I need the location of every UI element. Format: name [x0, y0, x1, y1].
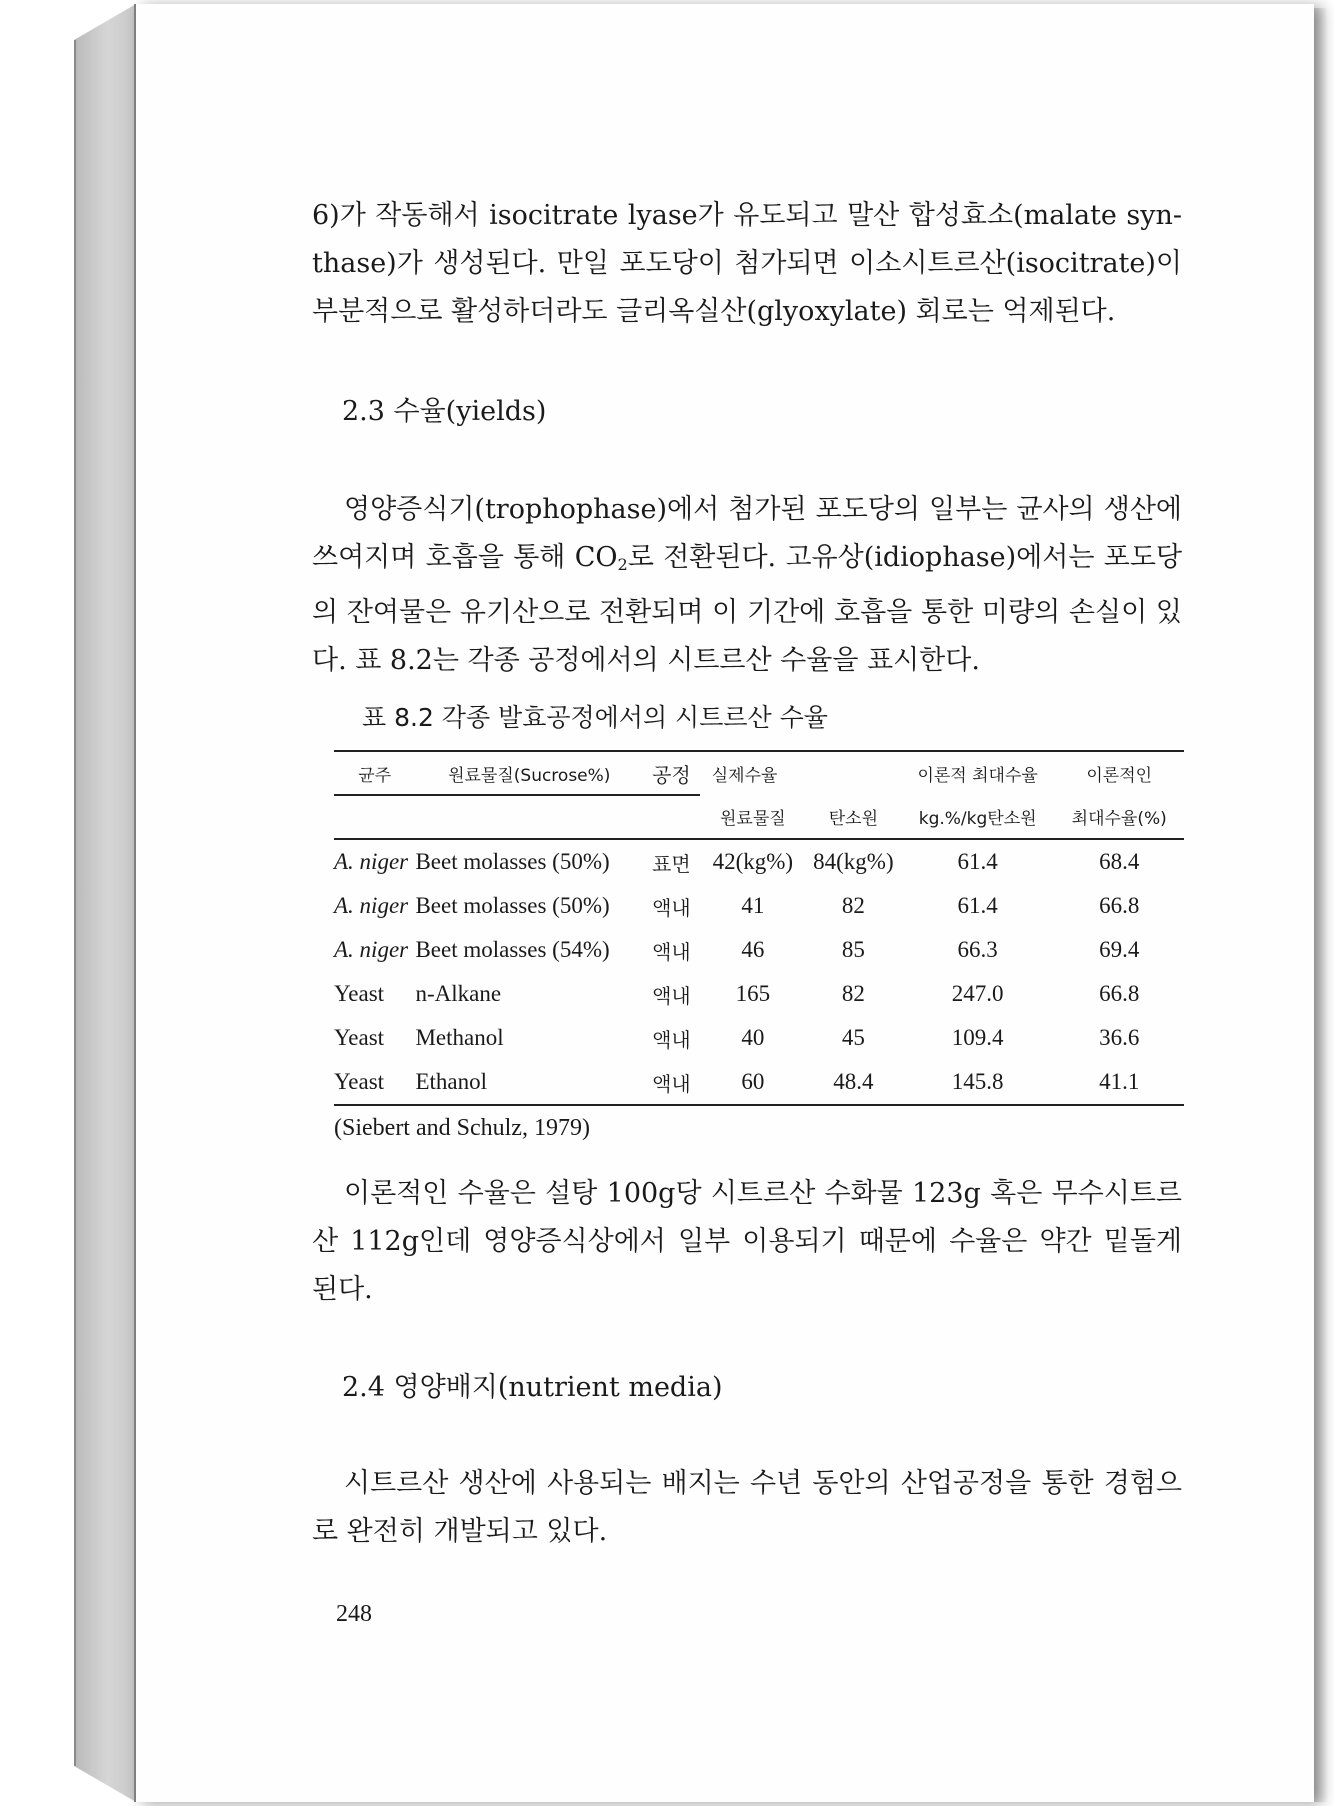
- cell-raw: 165: [735, 981, 771, 1006]
- cell-max: 36.6: [1099, 1025, 1140, 1050]
- subheader-blank-3: [643, 795, 700, 839]
- cell-theoretical: 61.4: [957, 849, 998, 874]
- cell-theoretical: 109.4: [951, 1025, 1004, 1050]
- book-spine: [74, 4, 136, 1802]
- cell-max: 68.4: [1099, 849, 1140, 874]
- cell-theoretical: 247.0: [951, 981, 1004, 1006]
- cell-process: 액내: [652, 895, 691, 920]
- table-row: [334, 972, 1184, 1016]
- cell-max: 66.8: [1099, 893, 1140, 918]
- cell-raw: 41: [741, 893, 765, 918]
- header-theoretical: 이론적인: [1054, 751, 1184, 795]
- cell-substrate: Methanol: [415, 1025, 504, 1050]
- paragraph-theoretical-yield: 이론적인 수율은 설탕 100g당 시트르산 수화물 123g 혹은 무수시트르산 112g인데 영양증식상에서 일부 이용되기 때문에 수율은 약간 밑돌게 된다.: [312, 1178, 1182, 1305]
- cell-raw: 60: [700, 1060, 806, 1105]
- cell-theoretical: 66.3: [957, 937, 998, 962]
- table-caption: 표 8.2 각종 발효공정에서의 시트르산 수율: [362, 703, 828, 732]
- cell-substrate: Beet molasses (54%): [415, 937, 610, 962]
- paragraph-glyoxylate: 6)가 작동해서 isocitrate lyase가 유도되고 말산 합성효소(malate syn-thase)가 생성된다. 만일 포도당이 첨가되면 이소시트르산(isocitrate)이 부분적으로 활성하더라도 글리옥실산(glyoxylate) 회로는 억제된다.: [312, 200, 1182, 327]
- table-row: [334, 1060, 1184, 1105]
- table-header-row: [334, 751, 1184, 795]
- cell-theoretical: 61.4: [957, 893, 998, 918]
- cell-theoretical: 145.8: [901, 1060, 1055, 1105]
- paragraph-trophophase-part1: 영양증식기(trophophase)에서 첨가된 포도당의 일부는 균사의 생산에 쓰여지며 호흡을 통해 CO: [312, 494, 1182, 573]
- page-number: 248: [336, 1601, 372, 1627]
- yield-table: [334, 750, 1184, 1106]
- cell-process: 액내: [643, 1060, 700, 1105]
- table-row: [334, 1016, 1184, 1060]
- subheader-blank-1: [334, 795, 415, 839]
- table-subheader-row: [334, 795, 1184, 839]
- header-substrate: 원료물질(Sucrose%): [415, 751, 643, 795]
- paragraph-trophophase-part2: 로 전환된다. 고유상(idiophase)에서는 포도당의 잔여물은 유기산으로 전환되며 이 기간에 호흡을 통한 미량의 손실이 있다. 표 8.2는 각종 공정에서의 시트르산 수율을 표시한다.: [312, 542, 1182, 677]
- heading-nutrient-media: 2.4 영양배지(nutrient media): [342, 1372, 723, 1403]
- cell-substrate: Beet molasses (50%): [415, 893, 610, 918]
- subheader-blank-2: [415, 795, 643, 839]
- cell-substrate: Ethanol: [415, 1060, 643, 1105]
- cell-raw: 42(kg%): [712, 849, 794, 874]
- subheader-carbon-source: 탄소원: [806, 795, 901, 839]
- yield-table-wrapper: [334, 750, 1184, 1106]
- header-process: 공정: [643, 751, 700, 795]
- table-row: [334, 884, 1184, 928]
- cell-raw: 46: [741, 937, 765, 962]
- header-actual-yield: 실제수율: [700, 751, 806, 795]
- book-spine-edge: [74, 40, 76, 1766]
- cell-carbon: 45: [841, 1025, 865, 1050]
- cell-carbon: 48.4: [806, 1060, 901, 1105]
- table-body: [334, 839, 1184, 1105]
- cell-carbon: 84(kg%): [813, 849, 894, 874]
- cell-organism: Yeast: [334, 981, 385, 1006]
- cell-process: 표면: [652, 851, 691, 876]
- cell-organism: Yeast: [334, 1060, 415, 1105]
- cell-substrate: n-Alkane: [415, 981, 502, 1006]
- cell-process: 액내: [652, 983, 691, 1008]
- cell-max: 41.1: [1054, 1060, 1184, 1105]
- cell-organism: A. niger: [334, 893, 409, 918]
- paragraph-media: 시트르산 생산에 사용되는 배지는 수년 동안의 산업공정을 통한 경험으로 완전히 개발되고 있다.: [312, 1468, 1182, 1547]
- header-theoretical-max: 이론적 최대수율: [901, 751, 1055, 795]
- subheader-raw-material: 원료물질: [700, 795, 806, 839]
- cell-organism: A. niger: [334, 937, 409, 962]
- cell-carbon: 82: [841, 893, 865, 918]
- co2-subscript: 2: [617, 555, 628, 575]
- cell-organism: Yeast: [334, 1025, 385, 1050]
- subheader-theoretical-unit: kg.%/kg탄소원: [901, 795, 1055, 839]
- cell-process: 액내: [652, 1027, 691, 1052]
- subheader-max-yield: 최대수율(%): [1054, 795, 1184, 839]
- table-row: [334, 839, 1184, 884]
- header-organism: 균주: [334, 751, 415, 795]
- table-source: (Siebert and Schulz, 1979): [334, 1115, 590, 1141]
- cell-carbon: 82: [841, 981, 865, 1006]
- cell-carbon: 85: [841, 937, 865, 962]
- heading-yields: 2.3 수율(yields): [342, 396, 547, 427]
- cell-substrate: Beet molasses (50%): [415, 849, 610, 874]
- cell-max: 66.8: [1099, 981, 1140, 1006]
- cell-organism: A. niger: [334, 849, 409, 874]
- paragraph-trophophase: [312, 486, 1182, 685]
- cell-max: 69.4: [1099, 937, 1140, 962]
- table-row: [334, 928, 1184, 972]
- cell-raw: 40: [741, 1025, 765, 1050]
- header-blank: [806, 751, 901, 795]
- cell-process: 액내: [652, 939, 691, 964]
